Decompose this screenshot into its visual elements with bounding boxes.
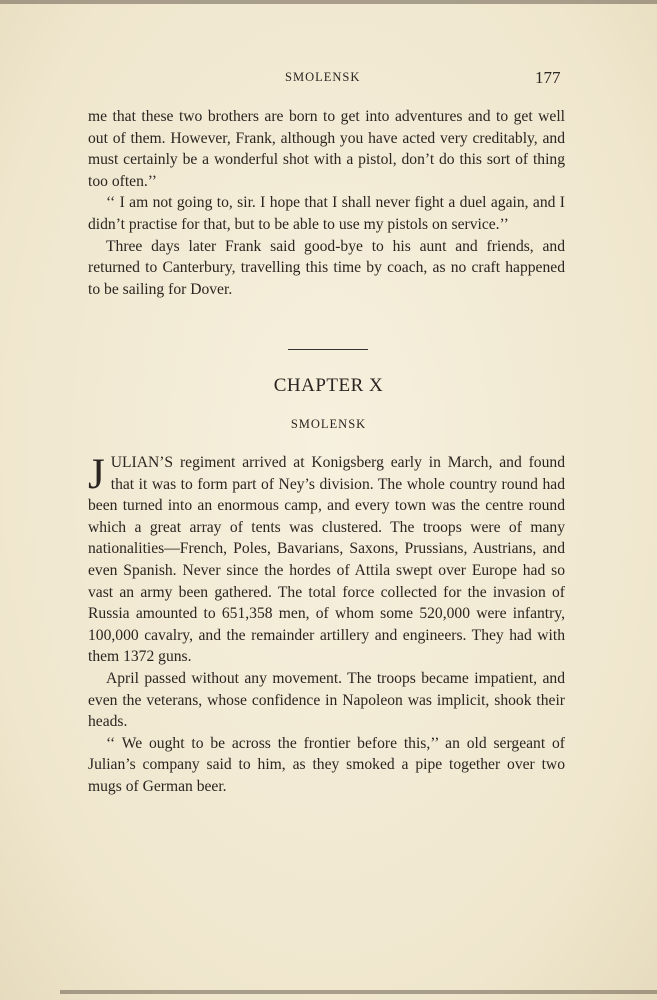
chapter-text (88, 452, 565, 798)
page-number: 177 (535, 68, 561, 87)
paragraph: ‘‘ We ought to be across the frontier before this,’’ an old sergeant of Julian’s company said to him, as they smoked a pipe together over two mugs of German beer. (88, 734, 565, 795)
drop-cap: J (88, 451, 105, 498)
chapter-title: CHAPTER X (273, 375, 384, 396)
paragraph: Three days later Frank said good-bye to his aunt and friends, and returned to Canterbury, travelling this time by coach, as no craft happened to be sailing for Dover. (88, 237, 565, 298)
paragraph: ‘‘ I am not going to, sir. I hope that I shall never fight a duel again, and I didn’t practise for that, but to be able to use my pistols on service.’’ (88, 194, 565, 233)
continued-text (88, 106, 565, 300)
opening-paragraph-text: ULIAN’S regiment arrived at Konigsberg early in March, and found that it was to form part of Ney’s division. The whole country round had been turned into an enormous camp, and every town was the centre round which a great array of tents was clustered. The troops were of many nationalities—French, Poles, Bavarians, Saxons, Prussians, Austrians, and even Spanish. Never since the hordes of Attila swept over Europe had so vast an army been gathered. The total force collected for the invasion of Russia amounted to 651,358 men, of whom some 520,000 were infantry, 100,000 cavalry, and the remainder artillery and engineers. They had with them 1372 guns. (88, 454, 565, 666)
page-bottom-edge (60, 990, 657, 994)
chapter-subtitle: SMOLENSK (290, 417, 367, 431)
section-divider (288, 349, 368, 350)
running-head: SMOLENSK (285, 70, 361, 84)
page-top-edge (0, 0, 657, 4)
opening-paragraph (88, 452, 565, 668)
paragraph: April passed without any movement. The troops became impatient, and even the veterans, whose confidence in Napoleon was implicit, shook their heads. (88, 669, 565, 731)
paragraph: me that these two brothers are born to get into adventures and to get well out of them. However, Frank, although you have acted very creditably, and must certainly be a wonderful shot with a pistol, don’t do this sort of thing too often.’’ (88, 108, 565, 190)
